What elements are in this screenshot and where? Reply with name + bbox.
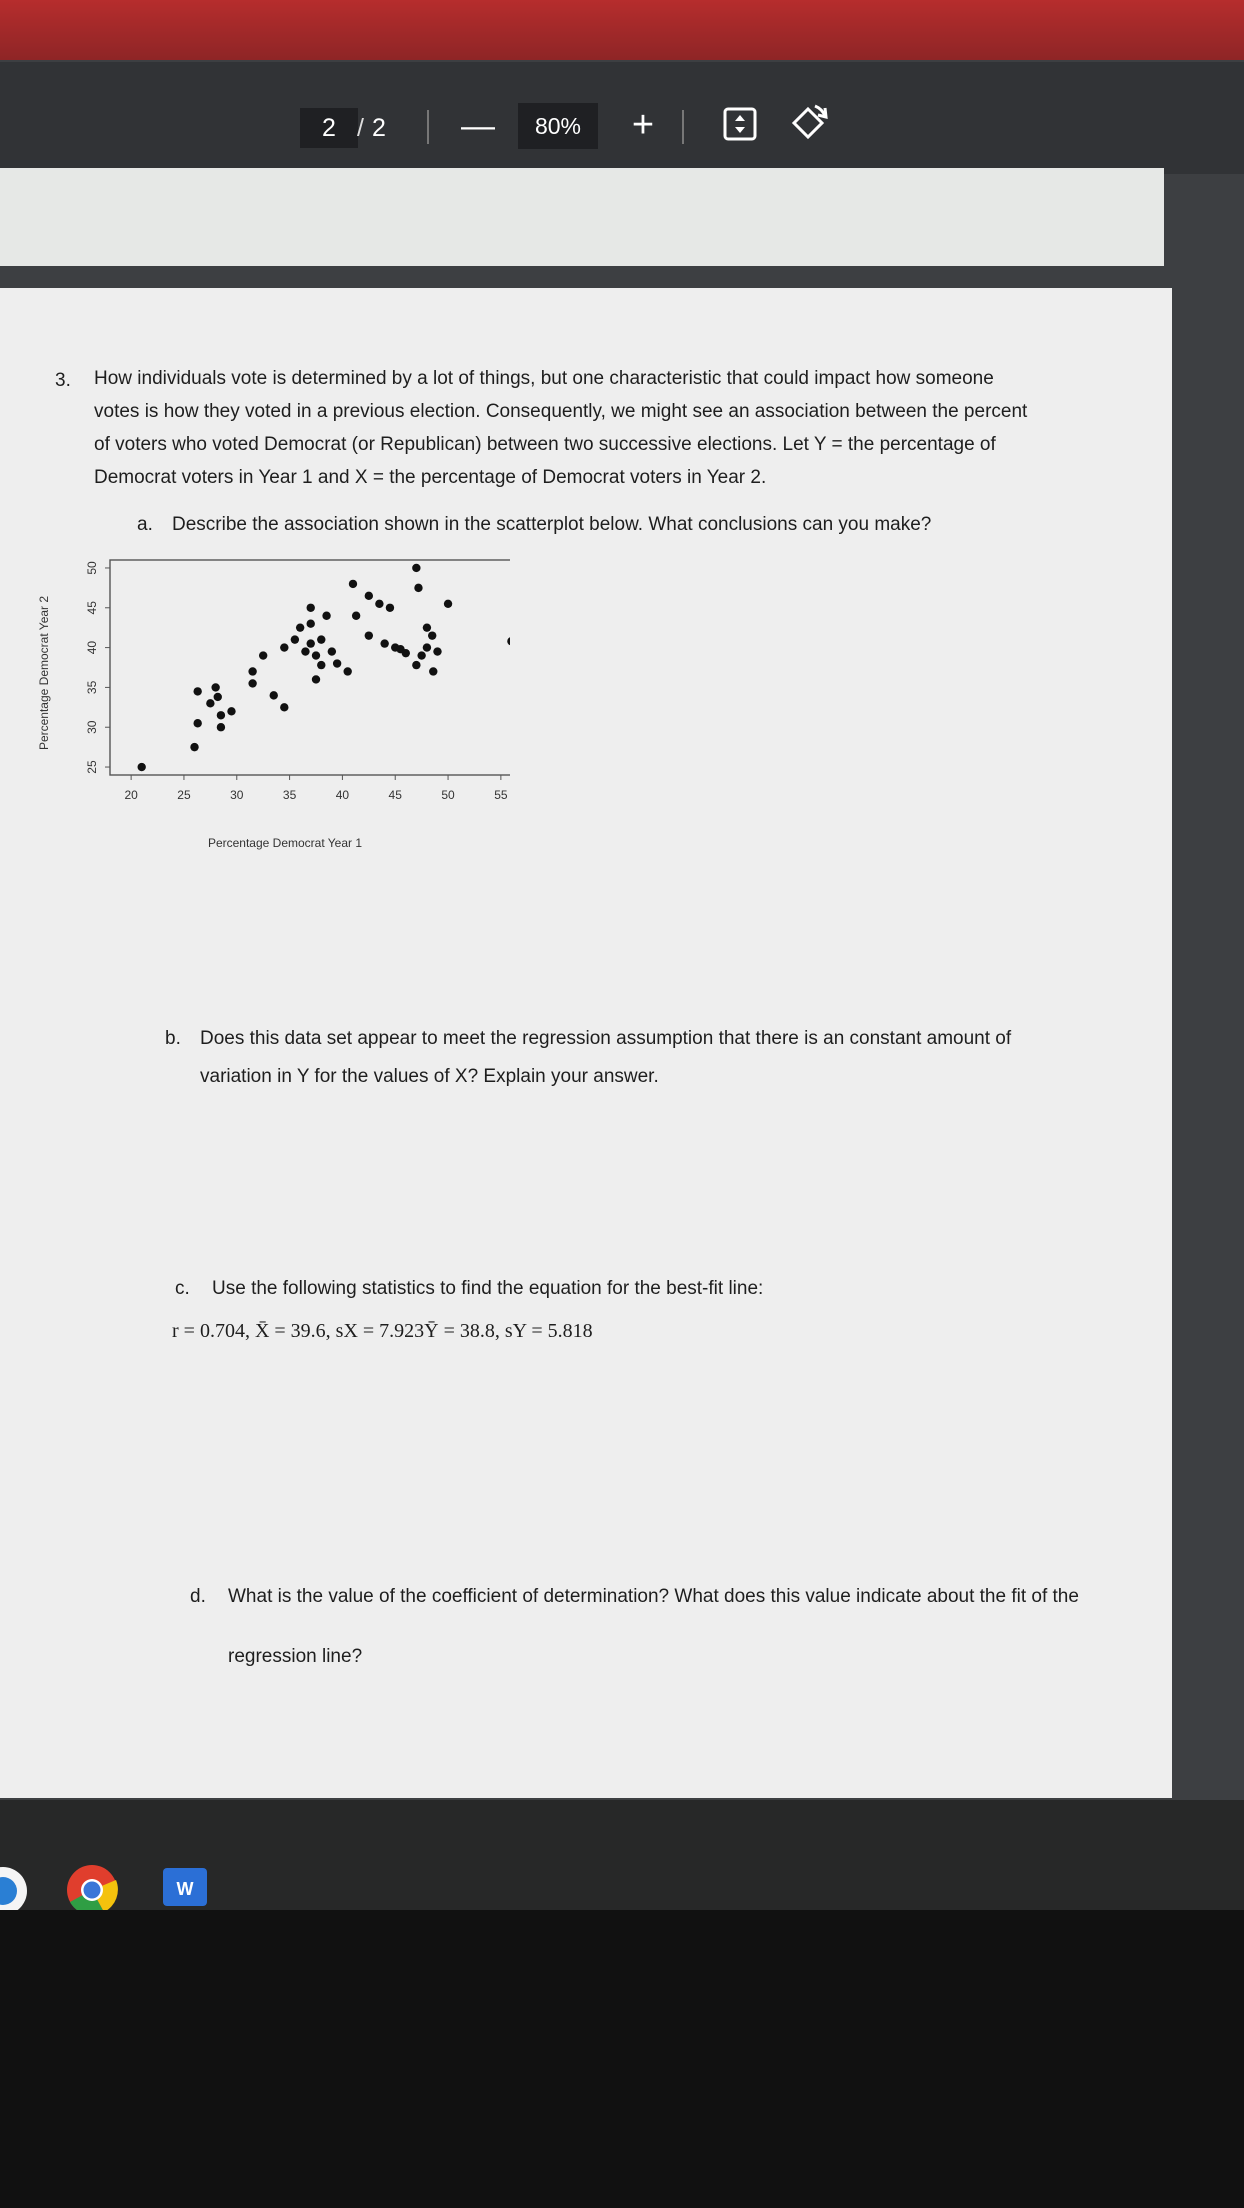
part-a-label: a. [137,514,153,535]
part-b-line: Does this data set appear to meet the regression assumption that there is an constant amount of [200,1028,1012,1049]
scatter-point [412,564,420,572]
scatter-point [217,711,225,719]
scatter-point [307,639,315,647]
scatter-point [301,647,309,655]
scatter-point [193,687,201,695]
scatter-point [248,667,256,675]
scatter-point [317,661,325,669]
y-tick-label: 40 [85,640,99,655]
scatter-point [248,679,256,687]
scatter-point [402,649,410,657]
scatter-point [433,647,441,655]
scatter-point [349,580,357,588]
x-tick-label: 45 [388,788,402,802]
desk-area [0,1910,1244,2208]
scatter-point [365,631,373,639]
x-tick-label: 25 [177,788,191,802]
page-number-input[interactable]: 2 [300,108,358,148]
scatter-point [211,683,219,691]
scatter-point [280,703,288,711]
scatter-point [307,604,315,612]
scatter-point [365,592,373,600]
y-tick-label: 25 [85,760,99,774]
scatter-point [423,643,431,651]
scatter-point [343,667,351,675]
scatter-point [507,637,510,645]
toolbar-divider [427,110,429,144]
y-tick-label: 45 [85,601,99,615]
part-c-text: Use the following statistics to find the equation for the best-fit line: [212,1278,764,1299]
scatter-point [414,584,422,592]
y-axis-label: Percentage Democrat Year 2 [37,595,51,751]
question-line: votes is how they voted in a previous election. Consequently, we might see an association between the percent [94,401,1028,422]
previous-page [0,168,1164,266]
plot-frame [110,560,510,775]
x-tick-label: 50 [441,788,455,802]
scatterplot [30,548,510,858]
question-line: of voters who voted Democrat (or Republican) between two successive elections. Let Y = the percentage of [94,434,996,455]
scatter-point [193,719,201,727]
rotate-icon[interactable] [785,100,831,146]
part-b-label: b. [165,1028,181,1049]
scatter-point [206,699,214,707]
question-line: How individuals vote is determined by a lot of things, but one characteristic that could impact how someone [94,368,994,389]
scatter-point [217,723,225,731]
scatter-point [296,623,304,631]
scatter-point [190,743,198,751]
scatter-point [386,604,394,612]
scatter-point [317,635,325,643]
scatter-point [312,675,320,683]
x-tick-label: 40 [335,788,350,802]
scatter-point [412,661,420,669]
scatter-point [375,600,383,608]
x-axis-label: Percentage Democrat Year 1 [207,836,363,850]
part-d-label: d. [190,1586,206,1607]
scatter-point [444,600,452,608]
scatter-point [214,693,222,701]
scatter-point [328,647,336,655]
y-tick-label: 35 [85,680,99,695]
part-c-label: c. [175,1278,190,1299]
word-icon-label: W [176,1879,194,1899]
scatter-point [352,612,360,620]
x-tick-label: 55 [494,788,508,802]
page-total: 2 [372,114,386,142]
scatter-point [270,691,278,699]
zoom-in-button[interactable]: + [631,104,655,146]
y-tick-label: 50 [85,561,99,575]
scatter-point [423,623,431,631]
scatter-point [280,643,288,651]
question-line: Democrat voters in Year 1 and X = the percentage of Democrat voters in Year 2. [94,467,767,488]
window-top-strip [0,0,1244,60]
zoom-level-input[interactable]: 80% [518,103,598,149]
scatter-point [137,763,145,771]
x-tick-label: 30 [230,788,244,802]
zoom-out-button[interactable]: — [461,107,495,145]
part-c-statistics: r = 0.704, X̄ = 39.6, sX = 7.923Ȳ = 38.8, sY = 5.818 [172,1320,593,1342]
scatter-point [291,635,299,643]
part-b-line: variation in Y for the values of X? Explain your answer. [200,1066,659,1087]
x-tick-label: 35 [282,788,297,802]
part-a-text: Describe the association shown in the scatterplot below. What conclusions can you make? [172,514,932,535]
question-number: 3. [55,370,71,391]
scatter-point [333,659,341,667]
scatter-point [428,631,436,639]
x-tick-label: 20 [124,788,138,802]
toolbar-divider [682,110,684,144]
page-separator: / [357,114,364,142]
scatter-point [417,651,425,659]
scatter-point [227,707,235,715]
scatter-point [312,651,320,659]
scatter-point [429,667,437,675]
part-d-line: What is the value of the coefficient of determination? What does this value indicate about the fit of the [228,1586,1079,1607]
app-icon[interactable] [0,1866,28,1916]
scatter-point [322,612,330,620]
scatter-point [259,651,267,659]
scatter-point [307,620,315,628]
scatter-point [380,639,388,647]
y-tick-label: 30 [85,720,99,734]
fit-page-icon[interactable] [720,104,760,144]
chrome-icon[interactable] [66,1864,118,1916]
part-d-line: regression line? [228,1646,363,1667]
